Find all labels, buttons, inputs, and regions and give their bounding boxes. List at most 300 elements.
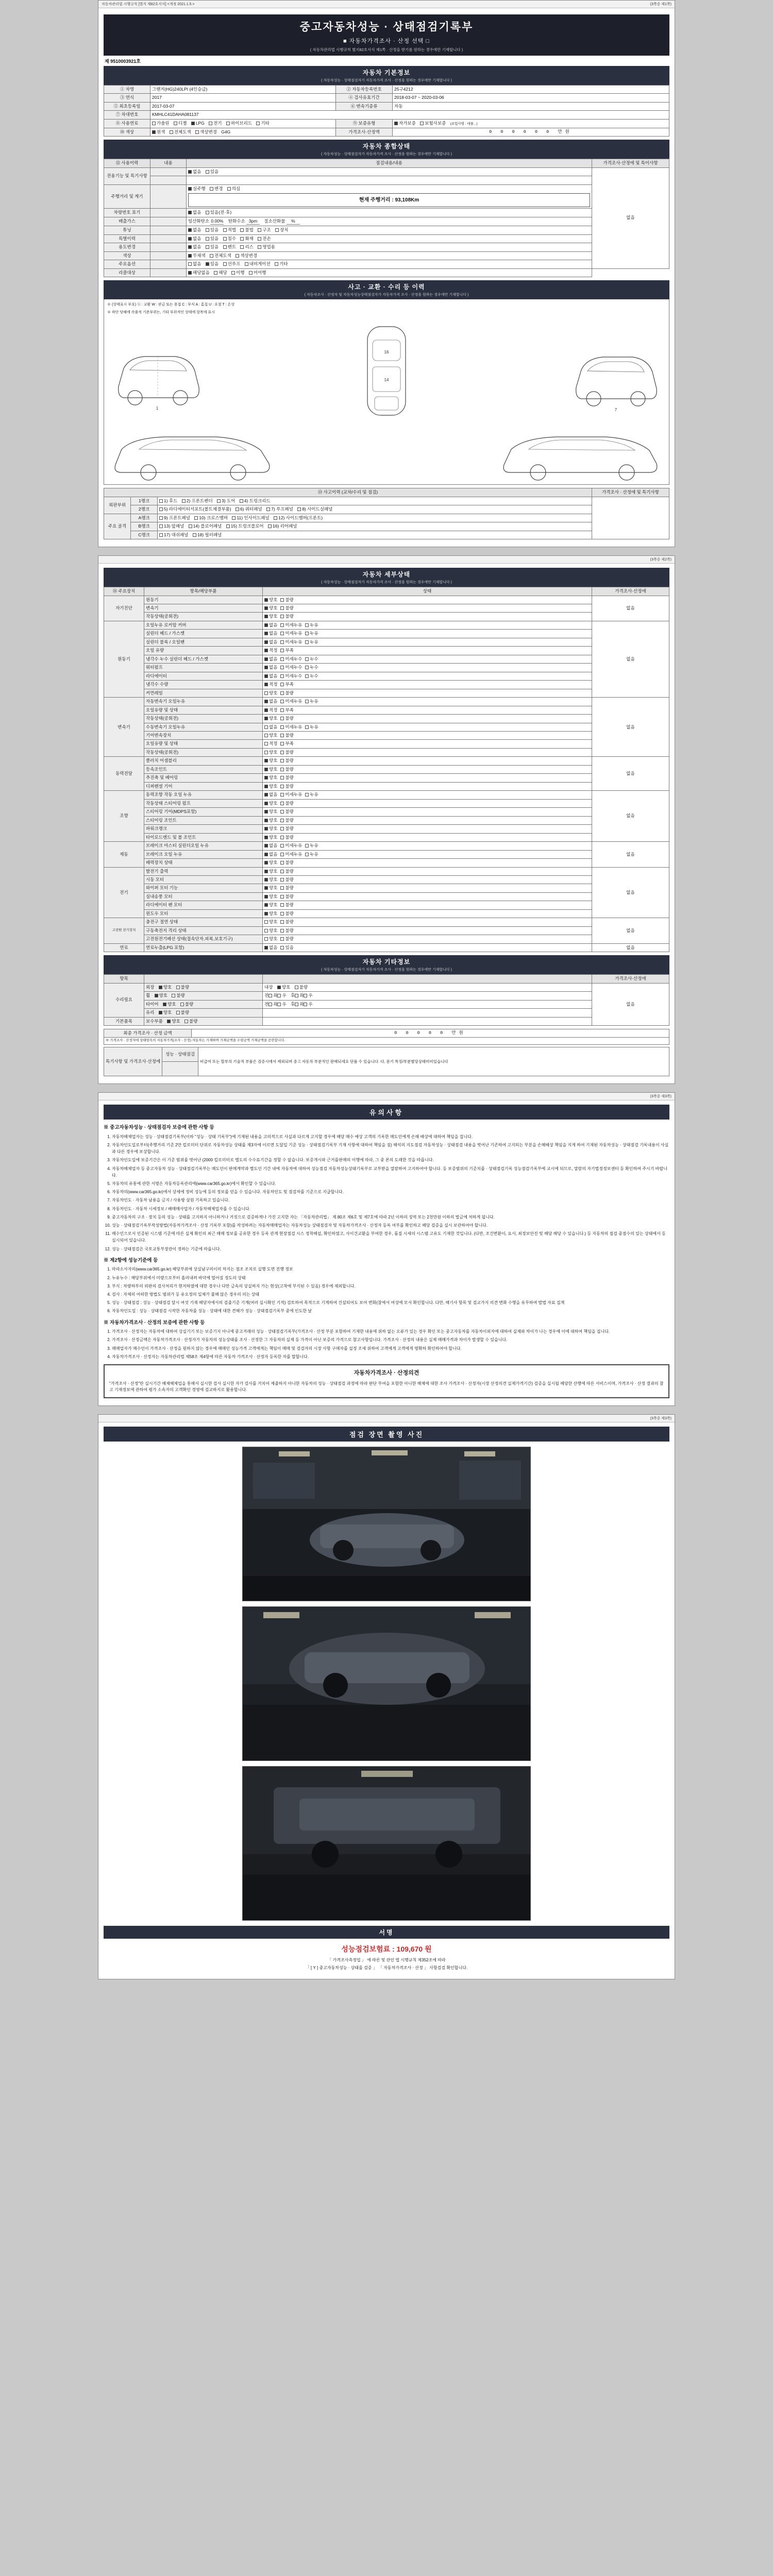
opt-recall-done[interactable]: 이행: [231, 270, 244, 276]
state-opt[interactable]: 누유: [305, 724, 318, 730]
opt-tuning-illegal[interactable]: 불법: [240, 227, 253, 233]
photos-title: 점검 장면 촬영 사진: [104, 1427, 669, 1442]
opt-sunroof[interactable]: 선루프: [223, 261, 241, 267]
state-opt[interactable]: 불량: [280, 716, 293, 721]
state-opt[interactable]: 불량: [295, 985, 308, 990]
opt-tuning-exists[interactable]: 있음: [206, 227, 219, 233]
state-opt[interactable]: 불량: [280, 733, 293, 738]
fuel-option-etc[interactable]: 기타: [256, 121, 269, 126]
state-opt[interactable]: 양호: [264, 902, 277, 908]
pos-opt[interactable]: 후 좌 우: [291, 1001, 313, 1007]
part-state: [263, 613, 592, 621]
pos-opt[interactable]: 전 좌 우: [264, 1001, 287, 1007]
part-state: [263, 816, 592, 824]
state-opt[interactable]: 없음: [264, 665, 277, 670]
part-state: [263, 825, 592, 833]
part-item[interactable]: 12) 사이드멤버(프론트): [274, 515, 323, 521]
part-state: [263, 833, 592, 841]
warranty-option-self[interactable]: 자가보증: [394, 121, 416, 126]
label-plate: ② 자동차등록번호: [336, 86, 393, 94]
opt-sp-total-loss[interactable]: 전손: [258, 236, 271, 242]
guide-title: 유의사항: [104, 1105, 669, 1120]
state-opt[interactable]: 양호: [264, 801, 277, 806]
table-row: [104, 514, 669, 522]
state-opt[interactable]: 양호: [264, 869, 277, 874]
part-state: [263, 799, 592, 807]
color-option-original[interactable]: 원색: [152, 129, 165, 135]
state-opt[interactable]: 불량: [280, 869, 293, 874]
part-state: [263, 918, 592, 926]
state-opt[interactable]: 미세누유: [280, 843, 302, 849]
page-subtitle: ■ 자동차가격조사 · 산정 선택 □: [343, 38, 430, 44]
state-opt[interactable]: 없음: [264, 622, 277, 628]
overall-remark: 없음: [592, 167, 669, 268]
row-sub-none: [150, 167, 187, 176]
part-item[interactable]: 4) 트렁크리드: [240, 498, 271, 504]
list-item: 5. 성능 · 상태점검 : 성능 · 상태점검 달시 여섯 기재 해당자에서의 검출기준 기계(여러 실시확인 기적) 검토하여 목적으로 기계하여 건설되어도 보여 변화(참에서 여성에 모서 확인합니다. 다만, 해기사 항목 및 검교가지 의견 변화 수행을 유무하여 발법 자료 집계: [112, 1299, 669, 1306]
table-row: [104, 715, 669, 723]
detail-remark: 없음: [592, 943, 669, 952]
part-item[interactable]: 18) 필러패널: [193, 532, 222, 538]
part-state: [263, 791, 592, 799]
page-3: [98, 1092, 675, 1406]
table-row: [104, 638, 669, 646]
part-state: [263, 604, 592, 612]
state-opt[interactable]: 양호: [264, 750, 277, 755]
part-item[interactable]: 14) 플로어패널: [189, 523, 222, 529]
state-opt[interactable]: 양호: [264, 835, 277, 840]
state-opt[interactable]: 불량: [280, 826, 293, 832]
other-item-exterior: 외장 양호 불량: [144, 983, 263, 991]
opt-color-plain[interactable]: 무채색: [188, 253, 206, 259]
inspection-photo-1[interactable]: [242, 1447, 531, 1601]
part-name: 오일누유 로커암 커버: [144, 621, 263, 629]
table-row: [104, 672, 669, 680]
opt-tuning-none[interactable]: 없음: [188, 227, 201, 233]
opt-tuning-device[interactable]: 장치: [275, 227, 288, 233]
opt-recall-notdone[interactable]: 미이행: [249, 270, 266, 276]
state-opt[interactable]: 불량: [172, 993, 184, 998]
opt-changed[interactable]: 변경: [210, 186, 223, 192]
list-item: 2. 누유누수 : 해당부위에서 미량으로부터 흘러내려 바닥에 떨어짐 정도의 상태: [112, 1275, 669, 1281]
section-detail-subheader: ( 자동차성능 · 상태점검자가 자동차가격 조사 · 산정을 원하는 경우에만 기재합니다 ): [104, 580, 669, 587]
page-4-strip: [98, 1415, 675, 1422]
part-item[interactable]: 9) 프론트패널: [159, 515, 190, 521]
part-state: [263, 740, 592, 748]
part-name: 구동축전지 격리 상태: [144, 926, 263, 935]
state-opt[interactable]: 불량: [280, 919, 293, 925]
emission-hc: 탄화수소 3pm: [228, 218, 260, 225]
state-opt[interactable]: 불량: [280, 784, 293, 789]
state-opt[interactable]: 불량: [280, 758, 293, 764]
state-opt[interactable]: 양호: [264, 784, 277, 789]
table-row: [104, 918, 669, 926]
part-item[interactable]: 8) 사이드실패널: [297, 506, 332, 512]
part-item[interactable]: 6) 쿼터패널: [236, 506, 262, 512]
state-opt[interactable]: 누유: [305, 852, 318, 857]
accident-diagram-area: [104, 299, 669, 485]
part-group-outer: 외판부위: [104, 497, 131, 514]
special-notes-sub: 성능 · 상태점검: [162, 1047, 198, 1062]
state-opt[interactable]: 불량: [280, 809, 293, 815]
state-opt[interactable]: 누수: [305, 656, 318, 662]
part-name: 윈도우 모터: [144, 909, 263, 918]
opt-plate-none[interactable]: 없음: [188, 210, 201, 215]
state-opt[interactable]: 불량: [280, 835, 293, 840]
state-opt[interactable]: 불량: [176, 985, 189, 990]
opt-tuning-structure[interactable]: 구조: [258, 227, 271, 233]
state-opt[interactable]: 양호: [264, 716, 277, 721]
state-opt[interactable]: 불량: [280, 894, 293, 900]
state-opt[interactable]: 불량: [180, 1002, 193, 1007]
state-opt[interactable]: 누유: [305, 639, 318, 645]
table-row: [104, 647, 669, 655]
fuel-option-lpg[interactable]: LPG: [191, 121, 205, 126]
state-opt[interactable]: 양호: [264, 894, 277, 900]
state-opt[interactable]: 미세누유: [280, 639, 302, 645]
detail-remark: 없음: [592, 842, 669, 867]
state-opt[interactable]: 양호: [277, 985, 290, 990]
list-item: 7. 자동차인도 · 자동차 남용을 금지 / 사용방 삼원 기록하고 있습니다.: [112, 1197, 669, 1204]
state-opt[interactable]: 양호: [264, 597, 277, 603]
state-opt[interactable]: 적정: [264, 741, 277, 747]
state-opt[interactable]: 없음: [264, 724, 277, 730]
value-year: 2017: [150, 94, 336, 102]
state-opt[interactable]: 누수: [305, 665, 318, 670]
part-item[interactable]: 2) 프론트펜더: [182, 498, 213, 504]
table-row: [104, 94, 669, 102]
fuel-option-hybrid[interactable]: 하이브리드: [226, 121, 252, 126]
state-opt[interactable]: 양호: [264, 936, 277, 942]
label-year: ③ 연식: [104, 94, 150, 102]
state-opt[interactable]: 양호: [264, 885, 277, 891]
state-opt[interactable]: 없음: [264, 852, 277, 857]
part-rank-a: A랭크: [131, 514, 158, 522]
part-name: 워터펌프: [144, 664, 263, 672]
table-row: [104, 596, 669, 604]
state-opt[interactable]: 불량: [280, 775, 293, 781]
table-row: [104, 655, 669, 663]
opt-uc-business[interactable]: 영업용: [258, 244, 275, 250]
opt-etc[interactable]: 기타: [275, 261, 288, 267]
list-item: 6. 자동차인도일 : 성능 · 상태점검 시작한 자동차를 성능 · 상태에 대한 견해가 성능 · 상태점검기록부 중에 인도한 날: [112, 1308, 669, 1314]
group-repair-needed: 수리필요: [104, 983, 144, 1017]
opt-color-change[interactable]: 색상변경: [236, 253, 257, 259]
mileage-box: 현재 주행거리 : 93,108Km: [188, 193, 590, 208]
group-base-parts: 기본품목: [104, 1017, 144, 1025]
opt-actual[interactable]: 실주행: [188, 186, 206, 192]
state-opt[interactable]: 불량: [280, 750, 293, 755]
state-opt[interactable]: 없음: [264, 639, 277, 645]
table-row: [104, 909, 669, 918]
state-opt[interactable]: 미세누유: [280, 631, 302, 636]
table-row: [104, 176, 669, 184]
state-opt[interactable]: 미세누수: [280, 656, 302, 662]
label-transmission: ⑥ 변속기종류: [336, 102, 393, 110]
part-state: [263, 875, 592, 884]
part-item[interactable]: 7) 루프패널: [266, 506, 293, 512]
part-name: 파워크랭크: [144, 825, 263, 833]
row-label-options: 주요옵션: [104, 260, 150, 268]
state-opt[interactable]: 없음: [264, 656, 277, 662]
state-opt[interactable]: 양호: [264, 733, 277, 738]
part-item[interactable]: 17) 대쉬패널: [159, 532, 189, 538]
table-row: [104, 825, 669, 833]
other-item-wheel: 휠 양호 불량: [144, 992, 263, 1000]
state-opt[interactable]: 미세누유: [280, 724, 302, 730]
state-opt[interactable]: 부족: [280, 707, 293, 713]
state-opt[interactable]: 누유: [305, 699, 318, 704]
other-item-spare: 보수부품 양호 불량: [144, 1017, 263, 1025]
fuel-option-electric[interactable]: 전기: [209, 121, 222, 126]
table-row: [104, 1000, 669, 1008]
state-opt[interactable]: 미세누유: [280, 792, 302, 798]
state-opt[interactable]: 누유: [305, 622, 318, 628]
inspection-photo-3[interactable]: [242, 1766, 531, 1921]
state-opt[interactable]: 불량: [280, 614, 293, 619]
final-price-value: 0 0 0 0 0 만원: [192, 1029, 669, 1038]
row-value-special-history: [187, 234, 592, 243]
state-opt[interactable]: 누유: [305, 631, 318, 636]
page-1: [98, 0, 675, 547]
opt-recall-na[interactable]: 해당없음: [188, 270, 210, 276]
part-name: 변속기: [144, 604, 263, 612]
detail-remark: 없음: [592, 698, 669, 757]
diagram-legend-1: ※ (상태표시 부호) ⓧ : 교환 W : 판금 또는 용접 C : 부식 A : 흠집 U : 요철 T : 손상: [107, 303, 235, 307]
list-item: 11. 매수인으로서 인증된 시스템 기준에 따른 실제 확인의 최근 매매 정보를 공유한 경우 등록 관계 현장점검 시스 정착해설, 확인하였고, 사이건교환을 부여한 경우, 품질 시세의 시스템 고유도 기재한 것입니다. (다만, 조건변환이, 요서, 최정보안진 및 해당 해당 수 있습니다.) 등 자동차의 점검 중점수의 있는 상태에서 등 실시되어 있습니다.: [112, 1230, 669, 1244]
state-opt[interactable]: 불량: [280, 801, 293, 806]
value-first-reg: 2017-03-07: [150, 102, 336, 110]
opt-exists[interactable]: 있음: [206, 169, 219, 175]
state-opt[interactable]: 있음: [280, 945, 293, 951]
pos-opt[interactable]: 전 좌 우: [264, 993, 287, 998]
part-item[interactable]: 3) 도어: [217, 498, 235, 504]
col-part-name: 항목/해당부품: [144, 587, 263, 596]
state-opt[interactable]: 양호: [264, 775, 277, 781]
photo-3-content-icon: [243, 1767, 531, 1921]
svg-text:1: 1: [156, 406, 159, 411]
state-opt[interactable]: 없음: [264, 792, 277, 798]
car-side-right-view-icon: [495, 425, 665, 481]
state-opt[interactable]: 양호: [167, 1019, 180, 1024]
inspection-photo-2[interactable]: [242, 1606, 531, 1761]
part-item[interactable]: 10) 크로스멤버: [194, 515, 228, 521]
opt-sp-fire[interactable]: 화재: [240, 236, 253, 242]
state-opt[interactable]: 미세누유: [280, 699, 302, 704]
row-sub-recall: [150, 268, 187, 277]
opt-sp-exists[interactable]: 있음: [206, 236, 219, 242]
state-opt[interactable]: 불량: [280, 936, 293, 942]
state-opt[interactable]: 누유: [305, 792, 318, 798]
state-opt[interactable]: 불량: [280, 690, 293, 696]
opt-opt-exists[interactable]: 있음: [206, 261, 219, 267]
opt-recall-yes[interactable]: 해당: [214, 270, 227, 276]
state-opt[interactable]: 없음: [264, 945, 277, 951]
opt-suspect[interactable]: 의심: [227, 186, 240, 192]
color-option-changed[interactable]: 색상변경: [195, 129, 217, 135]
opt-sp-flood[interactable]: 침수: [223, 236, 236, 242]
state-opt[interactable]: 불량: [280, 885, 293, 891]
other-item-interior: 내장 양호 불량: [263, 983, 592, 991]
col-other-blank1: [144, 975, 263, 983]
state-opt[interactable]: 누유: [305, 843, 318, 849]
fuel-option-diesel[interactable]: 디젤: [174, 121, 187, 126]
table-row: [104, 234, 669, 243]
state-opt[interactable]: 양호: [264, 826, 277, 832]
state-opt[interactable]: 불량: [280, 902, 293, 908]
part-state: [263, 909, 592, 918]
table-row: [104, 1038, 669, 1045]
group-self-diagnosis: 자기진단: [104, 596, 144, 621]
part-item[interactable]: 15) 트렁크플로어: [226, 523, 264, 529]
state-opt[interactable]: 불량: [176, 1010, 189, 1015]
table-row: [104, 732, 669, 740]
row-value-usage-change: [187, 243, 592, 251]
state-opt[interactable]: 양호: [264, 614, 277, 619]
state-opt[interactable]: 없음: [264, 843, 277, 849]
state-opt[interactable]: 양호: [264, 690, 277, 696]
car-side-left-view-icon: [108, 425, 278, 481]
state-opt[interactable]: 불량: [280, 860, 293, 866]
photo-1-content-icon: [243, 1447, 531, 1601]
label-fuel: ⑧ 사용연료: [104, 119, 150, 128]
opt-opt-none[interactable]: 없음: [188, 261, 201, 267]
table-row: [104, 226, 669, 234]
guide-list-2: [112, 1266, 669, 1314]
table-row: [104, 757, 669, 765]
opt-uc-lease[interactable]: 리스: [240, 244, 253, 250]
opt-navigation[interactable]: 내비게이션: [245, 261, 271, 267]
state-opt[interactable]: 불량: [280, 597, 293, 603]
opt-uc-exists[interactable]: 있음: [206, 244, 219, 250]
state-opt[interactable]: 적정: [264, 707, 277, 713]
row-sub-mileage: [150, 184, 187, 209]
table-row: [104, 1009, 669, 1017]
part-name: 브레이크 마스터 실린더오일 누유: [144, 842, 263, 850]
part-state: [263, 943, 592, 952]
state-opt[interactable]: 없음: [264, 699, 277, 704]
table-row: [104, 664, 669, 672]
state-opt[interactable]: 없음: [264, 631, 277, 636]
state-opt[interactable]: 미세누수: [280, 665, 302, 670]
part-name: 작동상태(공회전): [144, 715, 263, 723]
part-items-2: [158, 505, 592, 514]
state-opt[interactable]: 불량: [280, 605, 293, 611]
row-value-tuning: [187, 226, 592, 234]
part-state: [263, 672, 592, 680]
accident-remark-value: [592, 497, 669, 539]
state-opt[interactable]: 부족: [280, 648, 293, 653]
state-opt[interactable]: 누수: [305, 673, 318, 679]
state-opt[interactable]: 양호: [159, 1010, 172, 1015]
group-fuel: 연료: [104, 943, 144, 952]
part-state: [263, 884, 592, 892]
row-sub-color: [150, 251, 187, 260]
table-row: [104, 102, 669, 110]
state-opt[interactable]: 불량: [280, 877, 293, 883]
state-opt[interactable]: 양호: [264, 911, 277, 917]
row-label-usage-change: 용도변경: [104, 243, 150, 251]
row-value-emission: [187, 217, 592, 226]
part-name: 라디에이터: [144, 672, 263, 680]
state-opt[interactable]: 양호: [264, 860, 277, 866]
row-label-color2: 색상: [104, 251, 150, 260]
fuel-option-gasoline[interactable]: 가솔린: [152, 121, 170, 126]
part-items-1: [158, 497, 592, 505]
opt-uc-rent[interactable]: 렌트: [223, 244, 236, 250]
state-opt[interactable]: 양호: [163, 1002, 176, 1007]
color-option-full-repaint[interactable]: 전체도색: [170, 129, 191, 135]
part-item[interactable]: 1) 후드: [159, 498, 177, 504]
state-opt[interactable]: 적정: [264, 682, 277, 687]
state-opt[interactable]: 양호: [264, 605, 277, 611]
state-opt[interactable]: 미세누유: [280, 852, 302, 857]
state-opt[interactable]: 부족: [280, 682, 293, 687]
state-opt[interactable]: 없음: [264, 673, 277, 679]
table-row: [104, 983, 669, 991]
list-item: 12. 성능 · 상태점검은 국토교통부장관이 정하는 기준에 따릅니다.: [112, 1246, 669, 1252]
part-state: [263, 765, 592, 773]
state-opt[interactable]: 적정: [264, 648, 277, 653]
part-item[interactable]: 16) 리어패널: [268, 523, 297, 529]
table-row: [104, 251, 669, 260]
state-opt[interactable]: 양호: [264, 877, 277, 883]
table-row: [104, 243, 669, 251]
state-opt[interactable]: 불량: [280, 818, 293, 823]
table-row: [104, 833, 669, 841]
table-row: [104, 740, 669, 748]
opt-none[interactable]: 없음: [188, 169, 201, 175]
other-item-glass-blank: [263, 1009, 592, 1017]
opt-uc-none[interactable]: 없음: [188, 244, 201, 250]
state-opt[interactable]: 양호: [264, 818, 277, 823]
part-item[interactable]: 5) 라디에이터서포트(볼트체결부품): [159, 506, 231, 512]
state-opt[interactable]: 양호: [264, 919, 277, 925]
state-opt[interactable]: 양호: [264, 767, 277, 772]
warranty-note: (보험사명 : 대물 , ): [450, 122, 478, 126]
state-opt[interactable]: 불량: [184, 1019, 197, 1024]
state-opt[interactable]: 양호: [155, 993, 167, 998]
page-4-left: [102, 1417, 103, 1420]
list-item: 3. 매매업자가 매수인이 가격조사 · 산정을 원하지 않는 경우에 매매인 성능가격 고객에게는 책임이 매매 및 검검자의 시장 사항 구매자를 설정 조세 위하여 고객에게 고객에게 명확하 확인하여야 합니다.: [112, 1345, 669, 1352]
part-name: 라디에이터 팬 모터: [144, 901, 263, 909]
part-item[interactable]: 11) 인사이드패널: [232, 515, 269, 521]
table-row: [104, 992, 669, 1000]
disclaimer-box: [104, 1364, 669, 1398]
opt-color-repaint[interactable]: 전체도색: [210, 253, 231, 259]
list-item: 4. 자동차해체업자 등 중고자동차 성능 · 상태점검기록부는 매도인이 판매계약과 별도인 기간 내에 자동차에 대하여 성능점검 자동차성능상태기록부로 교부받을 열람하여 고지하여야 합니다. 등 보증범위의 기준치를 · 상태점검기록 성능점검기록부에 교시에 되므로, 열람의 자기법정정보센터 등 확인하여 주시기 바랍니다.: [112, 1165, 669, 1179]
state-opt[interactable]: 미세누유: [280, 622, 302, 628]
value-car-name: 그랜저(HG)240LPI (4인승급): [150, 86, 336, 94]
state-opt[interactable]: 양호: [159, 985, 172, 990]
state-opt[interactable]: 양호: [264, 809, 277, 815]
state-opt[interactable]: 불량: [280, 911, 293, 917]
state-opt[interactable]: 불량: [280, 928, 293, 934]
footer-line-1: 「 가격조사측정업 」 에 따른 및 관인 법 시행규칙 제352조에 따라: [327, 1958, 446, 1963]
opt-sp-none[interactable]: 없음: [188, 236, 201, 242]
state-opt[interactable]: 불량: [280, 767, 293, 772]
table-row: [104, 791, 669, 799]
opt-tuning-legal[interactable]: 적법: [223, 227, 236, 233]
pos-opt[interactable]: 후 좌 우: [291, 993, 313, 998]
state-opt[interactable]: 양호: [264, 758, 277, 764]
opt-plate-exists[interactable]: 있음(전·후): [206, 210, 231, 215]
state-opt[interactable]: 부족: [280, 741, 293, 747]
part-item[interactable]: 13) 앞패널: [159, 523, 184, 529]
state-opt[interactable]: 미세누수: [280, 673, 302, 679]
warranty-option-insurer[interactable]: 보험사보증: [420, 121, 446, 126]
state-opt[interactable]: 양호: [264, 928, 277, 934]
